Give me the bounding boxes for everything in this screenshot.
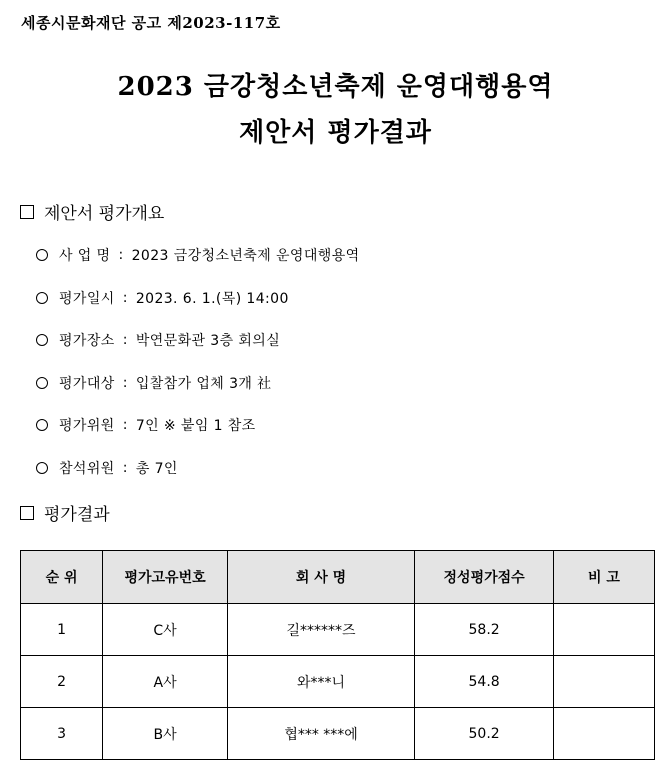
overview-item-project-name xyxy=(36,245,360,265)
cell-rank: 3 xyxy=(21,708,103,760)
overview-item-value: 총 7인 xyxy=(135,461,178,477)
table-row xyxy=(21,656,655,708)
column-header-company: 회 사 명 xyxy=(227,551,414,604)
cell-rank: 1 xyxy=(21,604,103,656)
cell-score: 50.2 xyxy=(415,708,554,760)
document-title-line2: 제안서 평가결과 xyxy=(239,118,432,148)
table-header-row xyxy=(21,551,655,604)
overview-item-attending-members xyxy=(36,458,178,478)
document-title-line1: 2023 금강청소년축제 운영대행용역 xyxy=(117,72,554,102)
overview-item-value: 입찰참가 업체 3개 社 xyxy=(135,376,272,392)
circle-bullet-icon xyxy=(36,292,48,304)
table-row xyxy=(21,604,655,656)
colon-separator: : xyxy=(122,290,128,306)
colon-separator: : xyxy=(118,247,124,263)
colon-separator: : xyxy=(122,332,128,348)
cell-code: A사 xyxy=(103,656,228,708)
circle-bullet-icon xyxy=(36,334,48,346)
results-table xyxy=(20,550,655,760)
overview-item-label: 평가대상 xyxy=(59,376,115,392)
cell-company: 협*** ***에 xyxy=(227,708,414,760)
checkbox-square-icon xyxy=(20,205,34,219)
cell-rank: 2 xyxy=(21,656,103,708)
column-header-note: 비 고 xyxy=(553,551,654,604)
overview-item-label: 사 업 명 xyxy=(59,248,111,264)
cell-company: 길******즈 xyxy=(227,604,414,656)
overview-item-value: 박연문화관 3층 회의실 xyxy=(135,333,281,349)
column-header-code: 평가고유번호 xyxy=(103,551,228,604)
circle-bullet-icon xyxy=(36,462,48,474)
overview-item-label: 평가일시 xyxy=(59,291,115,307)
circle-bullet-icon xyxy=(36,249,48,261)
overview-item-label: 참석위원 xyxy=(59,461,115,477)
column-header-rank: 순 위 xyxy=(21,551,103,604)
overview-item-eval-target xyxy=(36,373,272,393)
cell-score: 58.2 xyxy=(415,604,554,656)
results-heading-text: 평가결과 xyxy=(44,505,110,525)
overview-section-heading xyxy=(20,199,164,224)
colon-separator: : xyxy=(122,460,128,476)
overview-heading-text: 제안서 평가개요 xyxy=(44,204,165,224)
overview-item-label: 평가장소 xyxy=(59,333,115,349)
overview-item-value: 2023. 6. 1.(목) 14:00 xyxy=(135,291,289,307)
overview-item-eval-committee xyxy=(36,415,256,435)
colon-separator: : xyxy=(122,417,128,433)
cell-note xyxy=(553,604,654,656)
overview-item-eval-place xyxy=(36,330,280,350)
cell-score: 54.8 xyxy=(415,656,554,708)
overview-item-value: 7인 ※ 붙임 1 참조 xyxy=(135,418,256,434)
cell-code: B사 xyxy=(103,708,228,760)
cell-note xyxy=(553,656,654,708)
circle-bullet-icon xyxy=(36,377,48,389)
overview-item-eval-date xyxy=(36,288,289,308)
colon-separator: : xyxy=(122,375,128,391)
overview-item-value: 2023 금강청소년축제 운영대행용역 xyxy=(131,248,360,264)
overview-item-label: 평가위원 xyxy=(59,418,115,434)
results-section-heading xyxy=(20,500,110,525)
notice-number: 세종시문화재단 공고 제2023-117호 xyxy=(21,14,281,32)
column-header-score: 정성평가점수 xyxy=(415,551,554,604)
checkbox-square-icon xyxy=(20,506,34,520)
table-row xyxy=(21,708,655,760)
cell-code: C사 xyxy=(103,604,228,656)
cell-note xyxy=(553,708,654,760)
circle-bullet-icon xyxy=(36,419,48,431)
cell-company: 와***니 xyxy=(227,656,414,708)
